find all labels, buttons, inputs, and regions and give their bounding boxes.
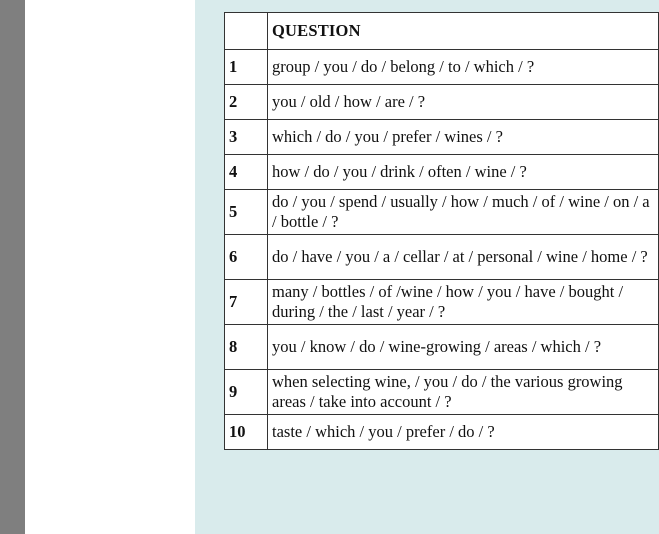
row-number: 5 [225,190,268,235]
question-text: do / you / spend / usually / how / much / of / wine / on / a / bottle / ? [268,190,659,235]
row-number: 8 [225,325,268,370]
left-margin-strip [0,0,25,534]
question-text: group / you / do / belong / to / which / ? [268,50,659,85]
table-row [225,415,659,450]
row-number: 3 [225,120,268,155]
row-number: 6 [225,235,268,280]
question-column-header: QUESTION [268,13,659,50]
table-row [225,370,659,415]
table-row [225,50,659,85]
number-column-header [225,13,268,50]
question-text: many / bottles / of /wine / how / you / have / bought / during / the / last / year / ? [268,280,659,325]
table-row [225,235,659,280]
row-number: 4 [225,155,268,190]
question-text: taste / which / you / prefer / do / ? [268,415,659,450]
table-row [225,325,659,370]
table-row [225,280,659,325]
row-number: 7 [225,280,268,325]
table-row [225,120,659,155]
table-header-row [225,13,659,50]
row-number: 10 [225,415,268,450]
question-text: do / have / you / a / cellar / at / personal / wine / home / ? [268,235,659,280]
table-row [225,85,659,120]
question-text: how / do / you / drink / often / wine / ? [268,155,659,190]
table-row [225,190,659,235]
question-text: you / know / do / wine-growing / areas / which / ? [268,325,659,370]
question-text: which / do / you / prefer / wines / ? [268,120,659,155]
question-text: you / old / how / are / ? [268,85,659,120]
row-number: 1 [225,50,268,85]
table-row [225,155,659,190]
row-number: 2 [225,85,268,120]
question-table [224,12,659,450]
row-number: 9 [225,370,268,415]
question-text: when selecting wine, / you / do / the various growing areas / take into account / ? [268,370,659,415]
